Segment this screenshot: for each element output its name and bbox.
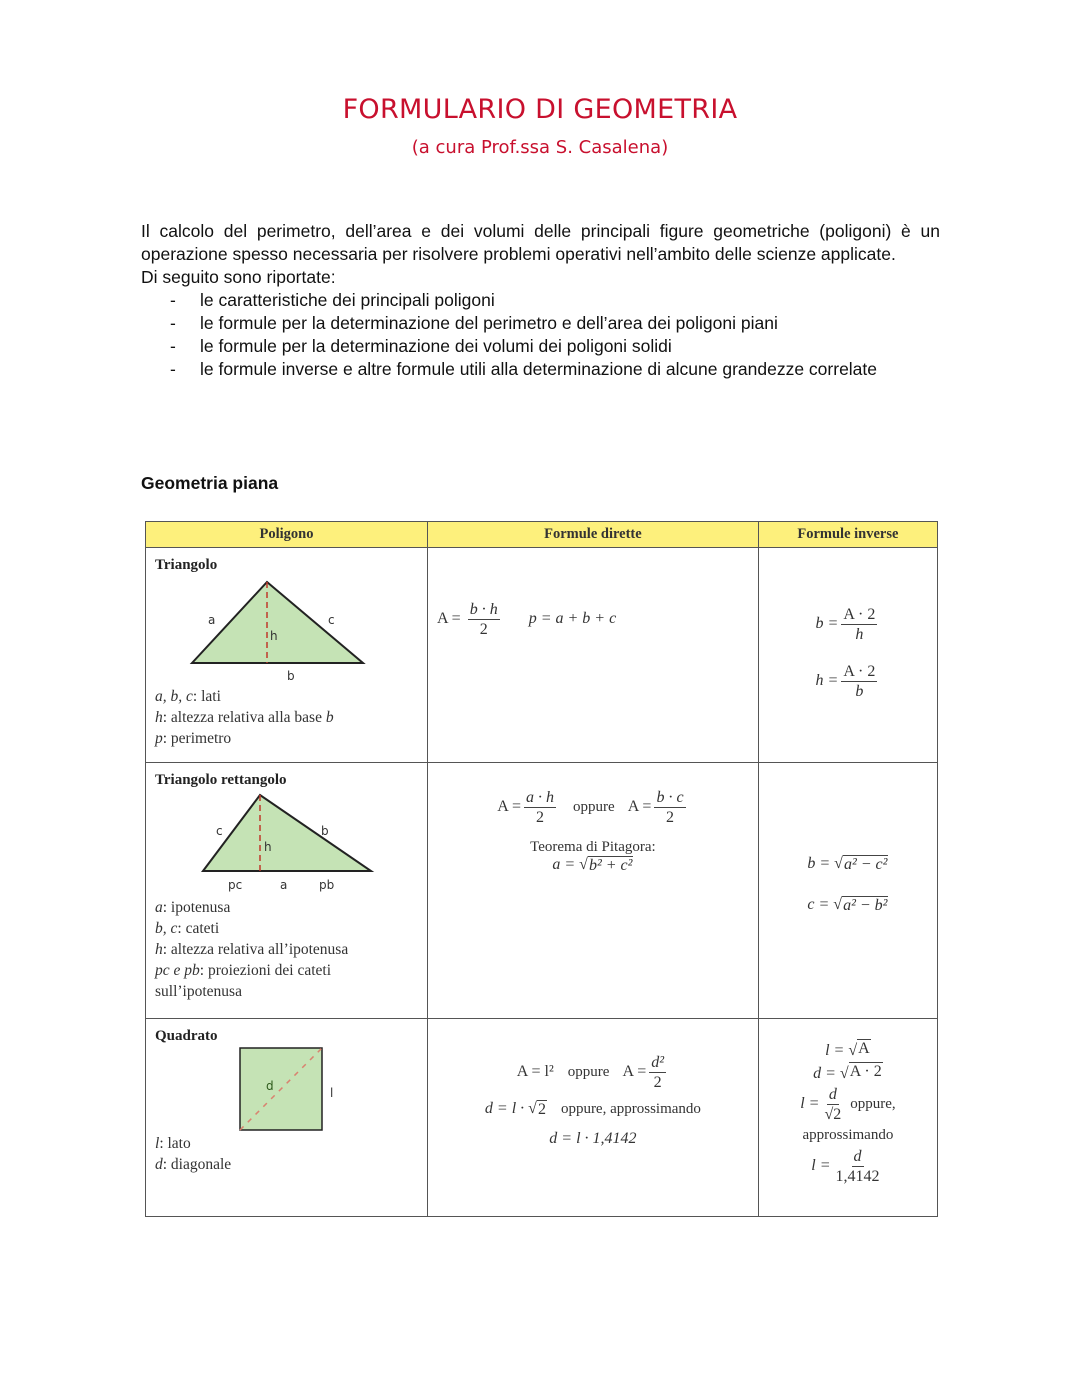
formula-diagonal-from-area: d = √ A · 2	[813, 1063, 882, 1082]
svg-text:l: l	[330, 1086, 334, 1100]
svg-text:c: c	[216, 824, 223, 838]
polygon-cell-quadrato	[146, 1019, 428, 1217]
document-subtitle: (a cura Prof.ssa S. Casalena)	[411, 137, 669, 158]
formula-table	[145, 521, 938, 1217]
intro-lead: Di seguito sono riportate:	[141, 267, 336, 287]
column-header-poligono: Poligono	[146, 522, 428, 548]
section-title: Geometria piana	[141, 473, 279, 493]
svg-text:b: b	[321, 824, 329, 838]
intro-list	[141, 289, 940, 381]
formula-pythagoras: a = √ b² + c²	[552, 856, 633, 874]
svg-text:a: a	[280, 878, 288, 892]
polygon-cell-triangolo	[146, 548, 428, 763]
bullet-dash: -	[170, 336, 176, 356]
list-item: - le formule per la determinazione del perimetro e dell’area dei poligoni piani	[170, 313, 778, 333]
svg-text:c: c	[328, 613, 335, 627]
polygon-cell-triangolo-rettangolo	[146, 763, 428, 1019]
svg-text:d: d	[266, 1079, 274, 1093]
inverse-formulas-triangolo	[758, 548, 937, 763]
svg-text:h: h	[264, 840, 272, 854]
formula-height: h = $\frac{A \cdot 2}{b}$	[815, 663, 876, 700]
svg-text:h: h	[270, 629, 278, 643]
polygon-legend: a, b, c: lati h: altezza relativa alla base b p: perimetro	[155, 688, 334, 747]
direct-formulas-quadrato	[428, 1019, 759, 1217]
table-row	[146, 763, 938, 1019]
list-item: - le formule per la determinazione dei volumi dei poligoni solidi	[170, 336, 672, 356]
svg-text:pb: pb	[319, 878, 335, 892]
polygon-legend: l: lato d: diagonale	[155, 1135, 232, 1173]
document-title: FORMULARIO DI GEOMETRIA	[342, 94, 738, 125]
formula-side: l = √ A	[825, 1040, 870, 1059]
polygon-name: Triangolo rettangolo	[155, 772, 287, 788]
formula-cathetus-c: c = √ a² − b²	[807, 896, 888, 914]
formula-area-options: A = $\frac{a \cdot h}{2}$ oppure A = $\frac{b \cdot c}{2}$	[497, 789, 684, 826]
table-header-row	[146, 522, 938, 548]
square-figure-icon	[146, 1045, 427, 1133]
direct-formulas-triangolo-rettangolo	[428, 763, 759, 1019]
triangle-figure-icon	[146, 574, 427, 686]
approx-label: approssimando	[802, 1127, 894, 1143]
bullet-dash: -	[170, 290, 176, 310]
table-row	[146, 1019, 938, 1217]
intro-section	[141, 220, 940, 381]
formula-diagonal: d = l · √ 2 oppure, approssimando	[484, 1100, 701, 1118]
formula-area: A = $\frac{b \cdot h}{2}$	[437, 601, 498, 638]
svg-text:pc: pc	[228, 878, 243, 892]
right-triangle-figure-icon	[146, 789, 427, 897]
formula-base: b = $\frac{A \cdot 2}{h}$	[815, 606, 876, 643]
svg-text:b: b	[287, 669, 295, 683]
formula-area-options: A = l² oppure A = $\frac{\text{d²}}{2}$	[516, 1054, 665, 1091]
formula-cathetus-b: b = √ a² − c²	[807, 855, 888, 873]
list-item: - le formule inverse e altre formule utili alla determinazione di alcune grandezze correlate	[170, 359, 878, 379]
polygon-name: Quadrato	[155, 1028, 218, 1044]
pythagoras-label: Teorema di Pitagora:	[530, 839, 656, 855]
bullet-dash: -	[170, 313, 176, 333]
formula-side-from-diagonal: l = $\frac{d}{√2}$ oppure,	[800, 1086, 896, 1123]
formula-side-approx: l = $\frac{d}{1,4142}$	[811, 1148, 880, 1185]
inverse-formulas-quadrato	[758, 1019, 937, 1217]
intro-paragraph: Il calcolo del perimetro, dell’area e dei volumi delle principali figure geometriche (poligoni) è un operazione spesso necessaria per risolvere problemi operativi nell’ambito delle scienze applicate.	[141, 221, 940, 264]
table-row	[146, 548, 938, 763]
list-item: - le caratteristiche dei principali poligoni	[170, 290, 495, 310]
column-header-formule-dirette: Formule dirette	[428, 522, 759, 548]
svg-text:a: a	[208, 613, 216, 627]
column-header-formule-inverse: Formule inverse	[758, 522, 937, 548]
inverse-formulas-triangolo-rettangolo	[758, 763, 937, 1019]
polygon-name: Triangolo	[155, 557, 218, 573]
polygon-legend: a: ipotenusa b, c: cateti h: altezza relativa all’ipotenusa pc e pb: proiezioni dei cateti sull’ipotenusa	[155, 899, 349, 1000]
formula-diagonal-approx: d = l · 1,4142	[549, 1130, 637, 1147]
bullet-dash: -	[170, 359, 176, 379]
formula-perimeter: p = a + b + c	[528, 610, 617, 628]
direct-formulas-triangolo	[428, 548, 759, 763]
